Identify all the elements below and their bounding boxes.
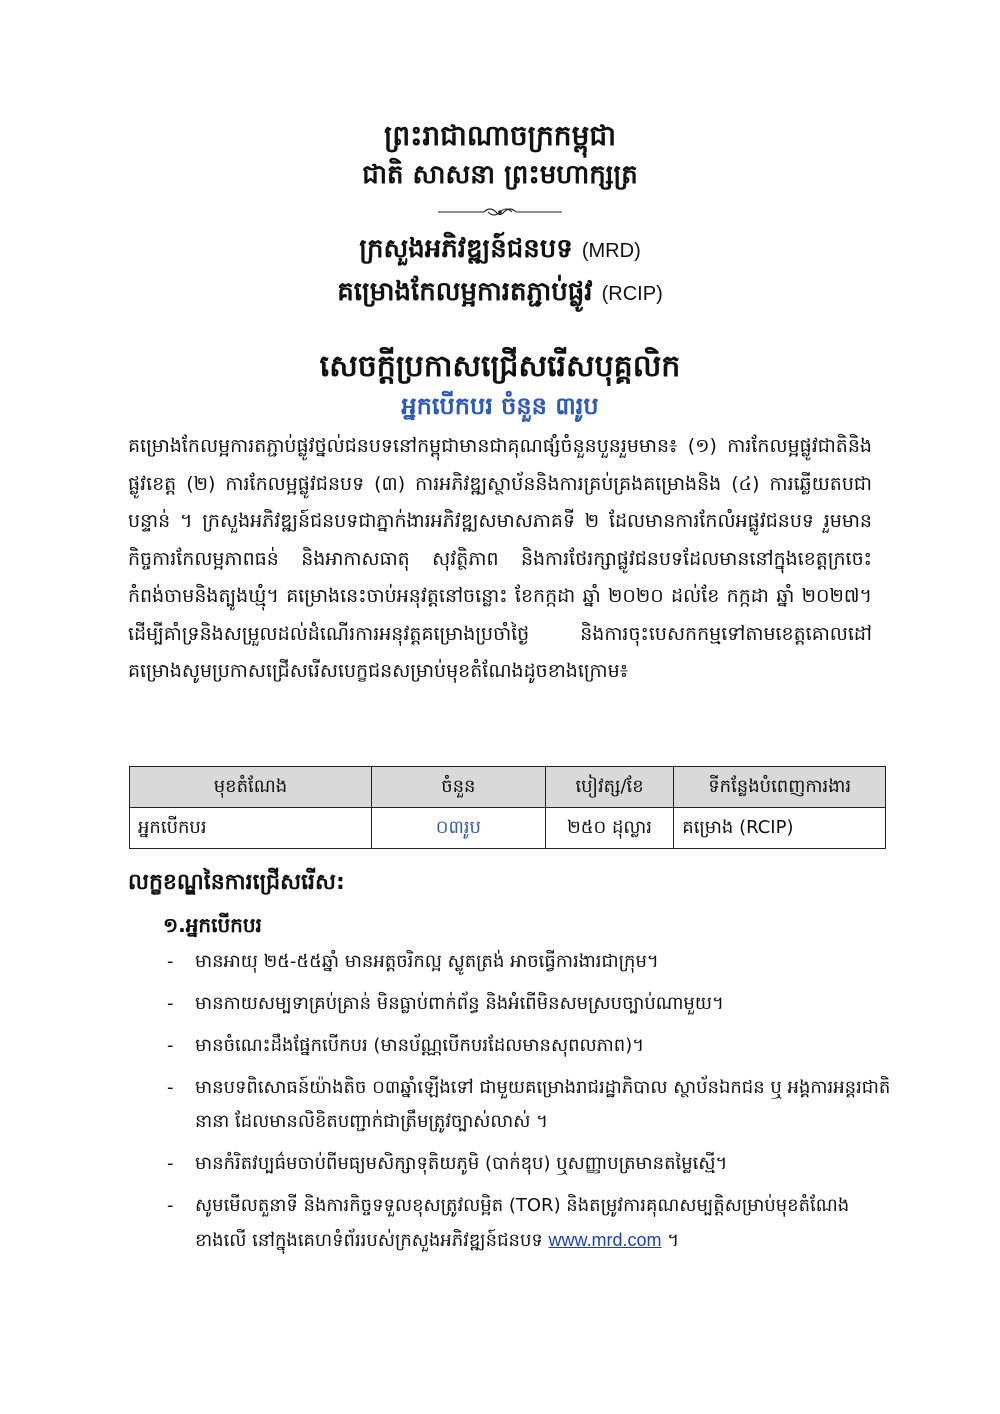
announcement-title: សេចក្តីប្រកាសជ្រើសរើសបុគ្គលិក bbox=[319, 349, 681, 384]
mrd-website-link[interactable]: www.mrd.com bbox=[548, 1230, 662, 1250]
dash-bullet: - bbox=[167, 1195, 174, 1216]
project-name bbox=[0, 275, 1000, 313]
list-item: - មានបទពិសោធន៍យ៉ាងតិច ០៣ឆ្នាំឡើងទៅ ជាមួយគម្រោងរាជរដ្ឋាភិបាល ស្ថាប័នឯកជន ឬ អង្គការអន្តរជាតិនានា ដែលមានលិខិតបញ្ជាក់ជាត្រឹមត្រូវច្បាស់លាស់ ។ bbox=[163, 1071, 893, 1139]
positions-table bbox=[129, 766, 886, 849]
dash-bullet: - bbox=[167, 1035, 174, 1056]
dash-bullet: - bbox=[167, 993, 174, 1014]
kingdom-title: ព្រះរាជាណាចក្រកម្ពុជា bbox=[383, 119, 616, 152]
list-item: - សូមមើលតួនាទី និងការកិច្ចទទួលខុសត្រូវលម្អិត (TOR) និងតម្រូវការគុណសម្បត្តិសម្រាប់មុខតំណែងខាងលើ នៅក្នុងគេហទំព័ររបស់ក្រសួងអភិវឌ្ឍន៍ជនបទ www.mrd.com ។ bbox=[163, 1189, 893, 1258]
ministry-abbr: (MRD) bbox=[581, 240, 641, 262]
announcement-subtitle: អ្នកបើកបរ ចំនួន ៣រូប bbox=[401, 392, 599, 420]
ministry-name bbox=[0, 232, 1000, 270]
project-khmer: គម្រោងកែលម្អការតភ្ជាប់ផ្លូវ bbox=[337, 277, 593, 307]
cell-location: គម្រោង (RCIP) bbox=[674, 808, 886, 849]
requirements-list bbox=[163, 945, 893, 1266]
table-row bbox=[130, 808, 886, 849]
national-motto: ជាតិ សាសនា ព្រះមហាក្សត្រ bbox=[362, 160, 638, 190]
project-abbr: (RCIP) bbox=[601, 283, 663, 305]
table-header-row bbox=[130, 767, 886, 808]
dash-bullet: - bbox=[167, 1077, 174, 1098]
intro-paragraph: គម្រោងកែលម្អការតភ្ជាប់ផ្លូវថ្នល់ជនបទនៅកម្ពុជាមានជាគុណផ្សំចំនួនបួនរួមមាន៖ (១) ការកែលម្អផ្លូវជាតិនិងផ្លូវខេត្ត (២) ការកែលម្អផ្លូវជនបទ (៣) ការអភិវឌ្ឍស្ថាប័ននិងការគ្រប់គ្រងគម្រោងនិង (៤) ការឆ្លើយតបជាបន្ទាន់ ។ ក្រសួងអភិវឌ្ឍន៍ជនបទជាភ្នាក់ងារអភិវឌ្ឍសមាសភាគទី ២ ដែលមានការកែលំអផ្លូវជនបទ រួមមានកិច្ចការកែលម្អភាពធន់ និងអាកាសធាតុ សុវត្ថិភាព និងការថែរក្សាផ្លូវជនបទដែលមាននៅក្នុងខេត្តក្រចេះកំពង់ចាមនិងត្បូងឃ្មុំ។ គម្រោងនេះចាប់អនុវត្តនៅចន្លោះ ខែកក្កដា ឆ្នាំ ២០២០ ដល់ខែ កក្កដា ឆ្នាំ ២០២៧។ ដើម្បីគាំទ្រនិងសម្រួលដល់ដំណើរការអនុវត្តគម្រោងប្រចាំថ្ងៃ និងការចុះបេសកកម្មទៅតាមខេត្តគោលដៅ គម្រោងសូមប្រកាសជ្រើសរើសបេក្ខជនសម្រាប់មុខតំណែងដូចខាងក្រោម៖ bbox=[128, 435, 872, 682]
divider-ornament-icon bbox=[438, 205, 562, 219]
dash-bullet: - bbox=[167, 951, 174, 972]
cell-position: អ្នកបើកបរ bbox=[130, 808, 372, 849]
header-location: ទីកន្លែងបំពេញការងារ bbox=[674, 767, 886, 808]
cell-salary: ២៥០ ដុល្លារ bbox=[545, 808, 674, 849]
list-item: - មានអាយុ ២៥-៥៥ឆ្នាំ មានអត្តចរិកល្អ ស្លូតត្រង់ អាចធ្វើការងារជាក្រុម។ bbox=[163, 945, 893, 979]
ministry-khmer: ក្រសួងអភិវឌ្ឍន៍ជនបទ bbox=[359, 234, 573, 264]
header-position: មុខតំណែង bbox=[130, 767, 372, 808]
list-item: - មានចំណេះដឹងផ្នែកបើកបរ (មានប័ណ្ណបើកបរដែលមានសុពលភាព)។ bbox=[163, 1029, 893, 1063]
criteria-heading: លក្ខខណ្ឌនៃការជ្រើសរើស: bbox=[128, 870, 345, 895]
list-item: - មានកំរិតវប្បធ៌មចាប់ពីមធ្យមសិក្សាទុតិយភូមិ (បាក់ឌុប) ឬសញ្ញាបត្រមានតម្លៃស្មើ។ bbox=[163, 1147, 893, 1181]
cell-count: ០៣រូប bbox=[371, 808, 545, 849]
dash-bullet: - bbox=[167, 1153, 174, 1174]
header-salary: បៀវត្ស/ខែ bbox=[545, 767, 674, 808]
criteria-subheading: ១.អ្នកបើកបរ bbox=[163, 913, 262, 937]
header-count: ចំនួន bbox=[371, 767, 545, 808]
list-item: - មានកាយសម្បទាគ្រប់គ្រាន់ មិនធ្លាប់ពាក់ព័ន្ធ និងអំពើមិនសមស្របច្បាប់ណាមួយ។ bbox=[163, 987, 893, 1021]
